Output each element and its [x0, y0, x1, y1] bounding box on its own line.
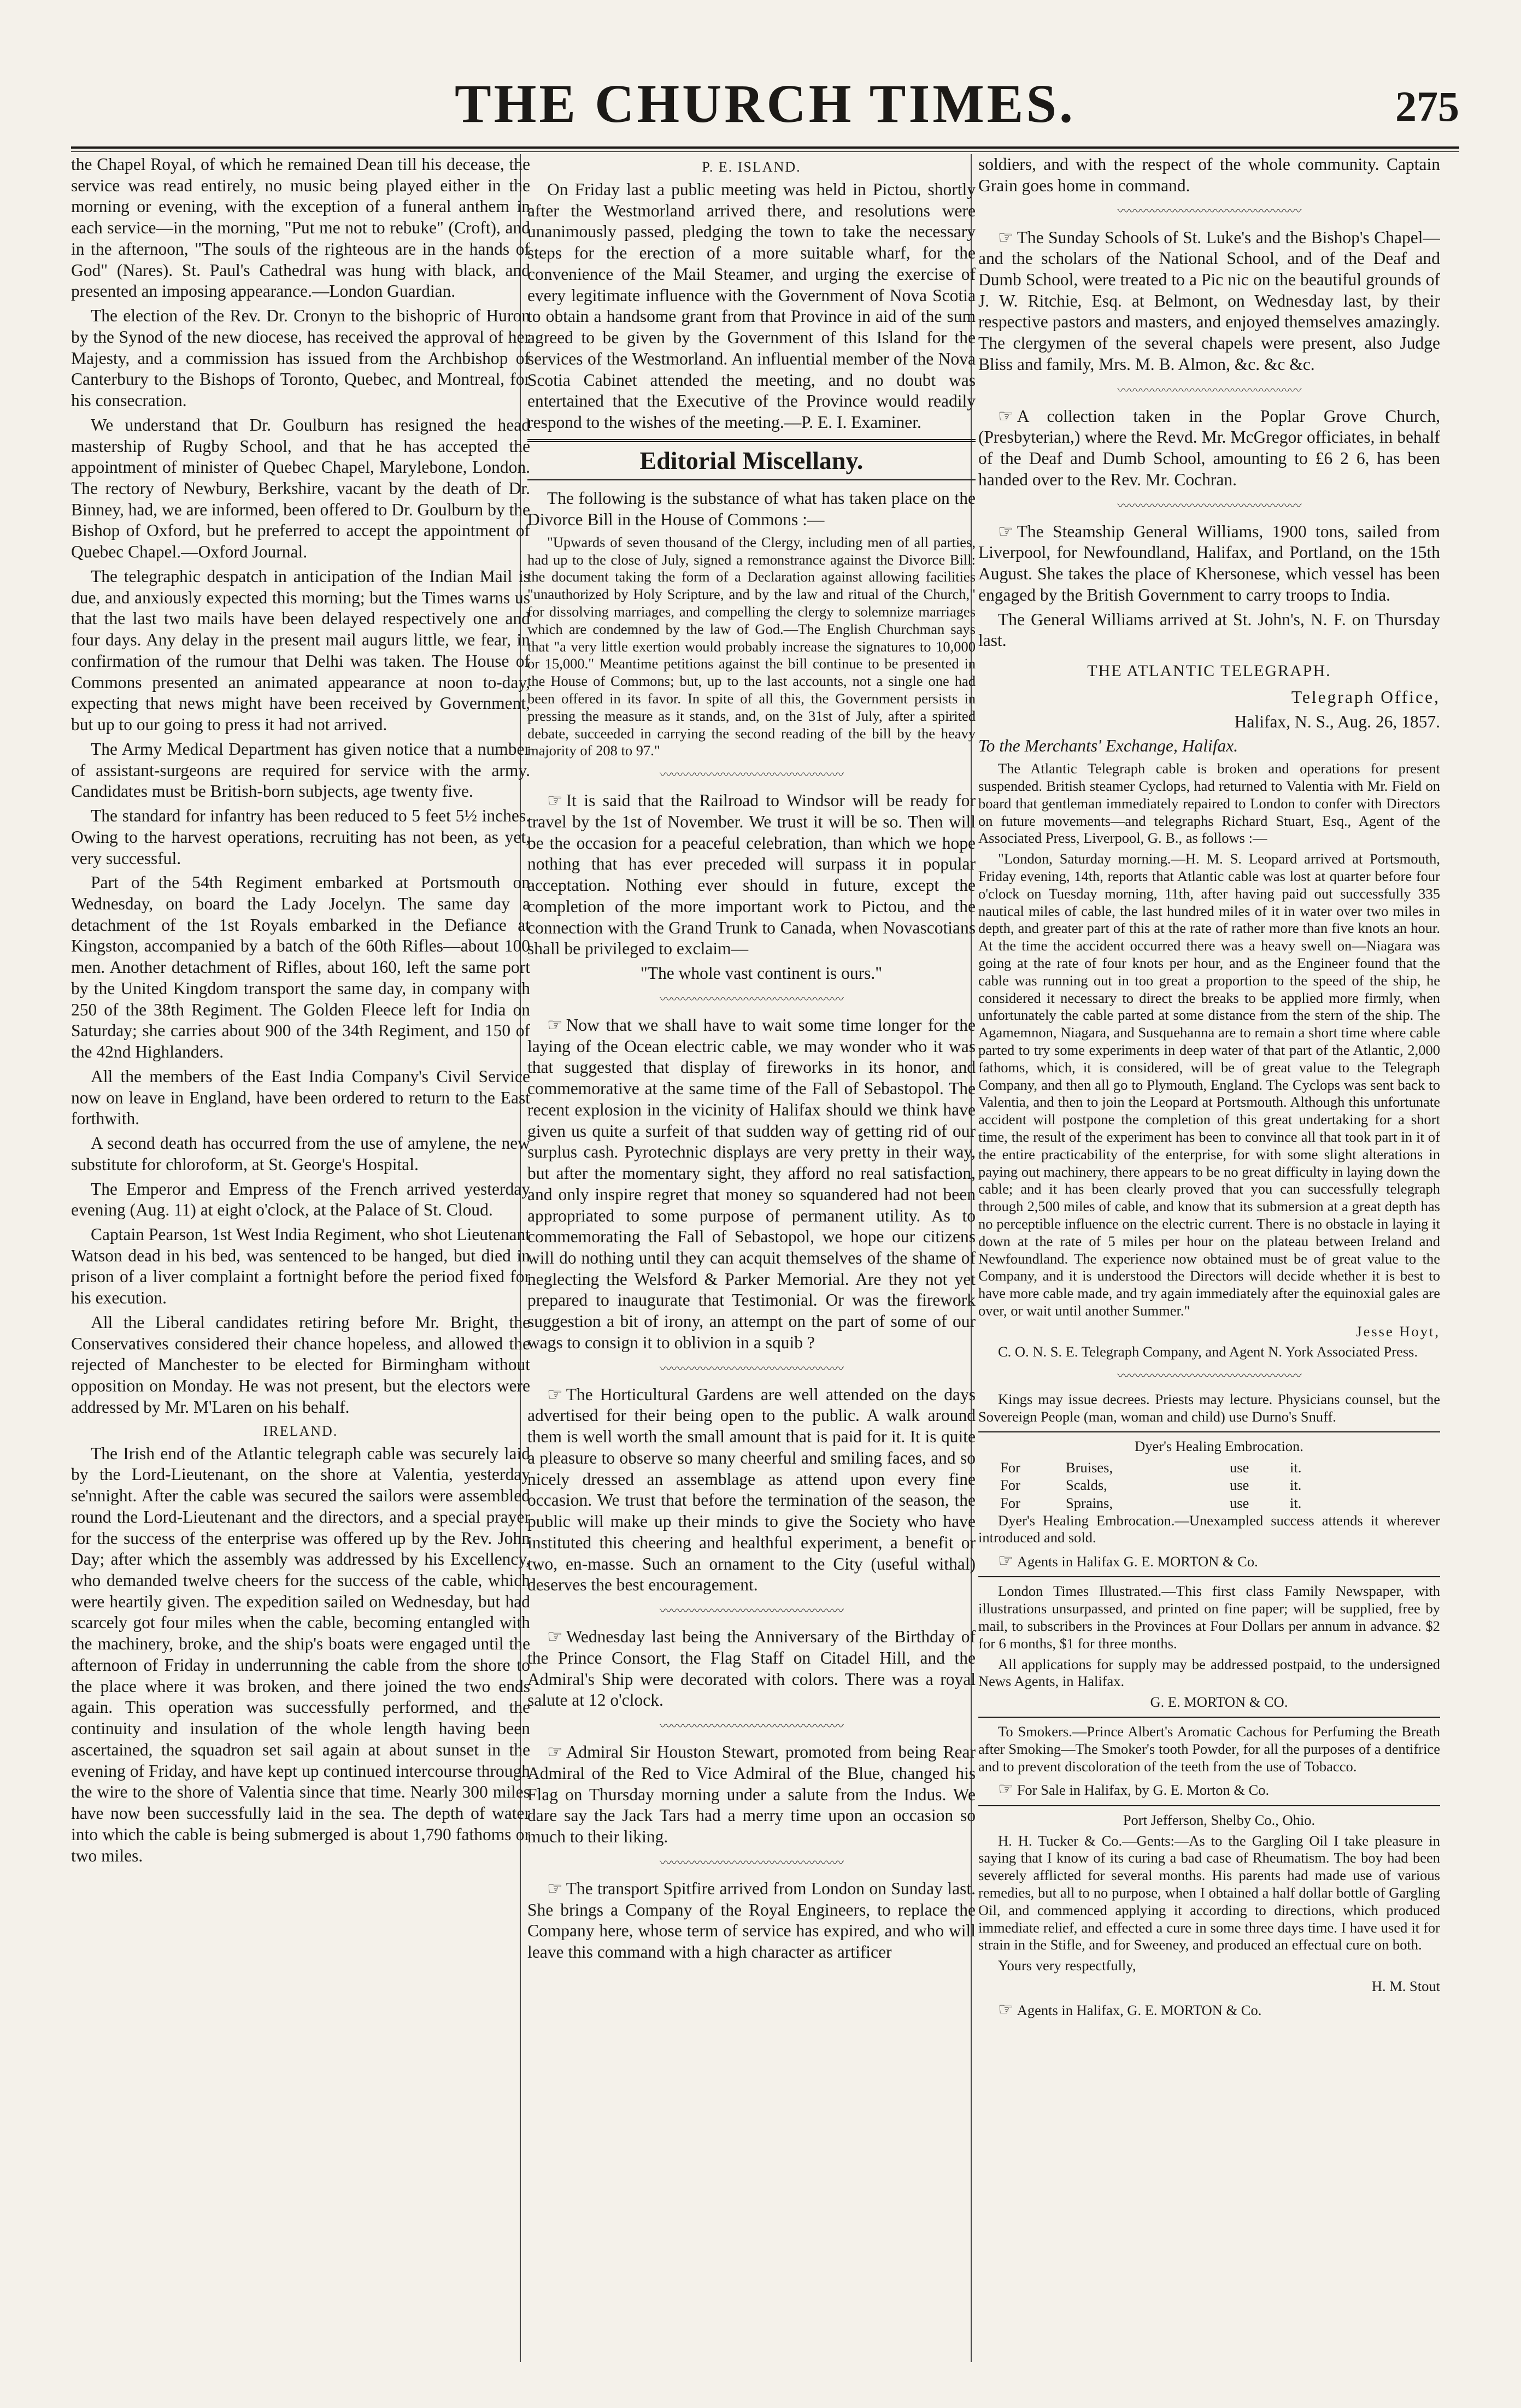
article-paragraph: We understand that Dr. Goulburn has resigned the head mastership of Rugby School, and that he has accepted the appointment of minister of Quebec Chapel, Marylebone, London. The rectory of Newbury, Berkshire, vacant by the death of Dr. Binney, had, we are informed, been offered to Dr. Goulburn by the Bishop of Oxford, but he preferred to accept the appointment of Quebec Chapel.—Oxford Journal. [71, 415, 530, 562]
wavy-divider: 〰〰〰〰〰〰〰〰〰〰〰〰〰〰〰〰 [659, 768, 843, 782]
article-paragraph: Captain Pearson, 1st West India Regiment, who shot Lieutenant Watson dead in his bed, was sentenced to be hanged, but died in prison of a liver complaint a fortnight before the period fixed for his execution. [71, 1224, 530, 1308]
dyer-use: use [1230, 1477, 1249, 1494]
article-paragraph [527, 1014, 976, 1354]
wavy-divider: 〰〰〰〰〰〰〰〰〰〰〰〰〰〰〰〰 [659, 1361, 843, 1376]
agents-line [978, 1550, 1440, 1571]
article-paragraph: Part of the 54th Regiment embarked at Portsmouth on Wednesday, on board the Lady Jocelyn. The same day a detachment of the 1st Royals embarked in the Defiance at Kingston, accompanied by a batch of the 60th Rifles—about 100 men. Another detachment of Rifles, about 160, left the same port by the United Kingdom transport the same day, in company with 250 of the 38th Regiment. The Golden Fleece left for India on Saturday; she carries about 900 of the 34th Regiment, and 150 of the 42nd Highlanders. [71, 873, 530, 1062]
addressee: To the Merchants' Exchange, Halifax. [978, 736, 1238, 756]
dyer-row [978, 1476, 1440, 1494]
paragraph-text: Admiral Sir Houston Stewart, promoted from being Rear Admiral of the Red to Vice Admiral of the Blue, changed his Flag on Thursday morning under a salute from the Indus. We dare say the Jack Tars had a merry time upon an occasion so much to their liking. [527, 1742, 976, 1846]
article-paragraph [978, 521, 1440, 606]
article-paragraph [978, 406, 1440, 491]
wavy-divider: 〰〰〰〰〰〰〰〰〰〰〰〰〰〰〰〰 [659, 992, 843, 1006]
article-paragraph [527, 1878, 976, 1963]
pointing-hand-icon: ☞ [547, 1626, 563, 1647]
wavy-divider: 〰〰〰〰〰〰〰〰〰〰〰〰〰〰〰〰 [1117, 1369, 1301, 1383]
paragraph-text: A collection taken in the Poplar Grove Church, (Presbyterian,) where the Revd. Mr. McGregor officiates, in behalf of the Deaf and Dumb School, amounting to £6 2 6, has been handed over to the Rev. Mr. Cochran. [978, 406, 1440, 489]
advertisement-gargling-oil: H. H. Tucker & Co.—Gents:—As to the Gargling Oil I take pleasure in saying that I know of its curing a bad case of Rheumatism. The boy had been severely afflicted for several months. His parents had made use of various remedies, but all to no purpose, when I obtained a half dollar bottle of Gargling Oil, and commenced applying it according to directions, which produced immediate relief, and effected a cure in some three days time. I have used it for strain in the Stifle, and for Sweeney, and produced an effectual cure on both. [978, 1832, 1440, 1953]
article-paragraph: All the members of the East India Company's Civil Service now on leave in England, have been ordered to return to the East forthwith. [71, 1066, 530, 1129]
agents-text: Agents in Halifax G. E. MORTON & Co. [1017, 1553, 1258, 1570]
article-paragraph: The General Williams arrived at St. John's, N. F. on Thursday last. [978, 609, 1440, 650]
article-paragraph: soldiers, and with the respect of the whole community. Captain Grain goes home in command. [978, 155, 1440, 195]
article-paragraph: On Friday last a public meeting was held in Pictou, shortly after the Westmorland arrived there, and resolutions were unanimously passed, pledging the town to take the necessary steps for the erection of a more suitable wharf, for the convenience of the Mail Steamer, and urging the exercise of every legitimate influence with the Government of Nova Scotia to obtain a handsome grant from that Province in aid of the sum agreed to be given by the Government of this Island for the services of the Westmorland. An influential member of the Nova Scotia Cabinet attended the meeting, and no doubt was entertained that the Executive of the Province would readily respond to the wishes of the meeting.—P. E. I. Examiner. [527, 179, 976, 432]
dyer-for: For [1000, 1477, 1020, 1494]
ad-divider [978, 1576, 1440, 1577]
paragraph-text: Now that we shall have to wait some time longer for the laying of the Ocean electric cable, we may wonder who it was that suggested that display of fireworks in its honor, and commemorative at the same time of the Fall of Sebastopol. The recent explosion in the vicinity of Halifax should we think have given us quite a surfeit of that sudden way of getting rid of our surplus cash. Pyrotechnic displays are very pretty in their way, but after the momentary sight, they afford no real satisfaction, and only inspire regret that money so squandered had not been appropriated to some purpose of permanent utility. As to commemorating the Fall of Sebastopol, we hope our citizens will do nothing until they can acquit themselves of the shame of neglecting the Welsford & Parker Memorial. Are they not yet prepared to inaugurate that Testimonial. Or was the firework suggestion a bit of irony, an attempt on the part of some of our wags to consign it to oblivion in a squib ? [527, 1015, 976, 1352]
article-paragraph: the Chapel Royal, of which he remained Dean till his decease, the service was read entirely, no music being played either in the morning or evening, with the exception of a funeral anthem in each service—in the morning, "Put me not to rebuke" (Croft), and in the afternoon, "The souls of the righteous are in the hands of God" (Nares). St. Paul's Cathedral was hung with black, and presented an imposing appearance.—London Guardian. [71, 155, 530, 301]
agents-text: Agents in Halifax, G. E. MORTON & Co. [1017, 2001, 1262, 2018]
article-paragraph: The Army Medical Department has given notice that a number of assistant-surgeons are required for service with the army. Candidates must be British-born subjects, age twenty five. [71, 739, 530, 801]
masthead [71, 66, 1459, 148]
agents-line [978, 1999, 1440, 2019]
dyer-for: For [1000, 1459, 1020, 1476]
dyer-item: Sprains, [1066, 1494, 1113, 1511]
paragraph-text: The Horticultural Gardens are well attended on the days advertised for their being open to the public. A walk around them is well worth the small amount that is paid for it. It is quite a pleasure to observe so many cheerful and smiling faces, and so nicely dressed an assemblage as attend upon every fine occasion. We trust that before the termination of the season, the public will make up their minds to give the Society who have instituted this cheering and healthful experiment, a benefit or two, en-masse. Such an ornament to the City (useful withal) deserves the best encouragement. [527, 1384, 976, 1595]
ad-divider [978, 1717, 1440, 1718]
pointing-hand-icon: ☞ [998, 227, 1014, 247]
ad-signature: G. E. MORTON & CO. [1150, 1694, 1288, 1711]
paragraph-text: The Steamship General Williams, 1900 tons, sailed from Liverpool, for Newfoundland, Halifax, and Portland, on the 15th August. She takes the place of Khersonese, which vessel has been engaged by the British Government to carry troops to India. [978, 521, 1440, 604]
pointing-hand-icon: ☞ [998, 1550, 1014, 1571]
article-paragraph [527, 1626, 976, 1711]
article-paragraph [527, 1384, 976, 1596]
article-paragraph [527, 790, 976, 960]
paragraph-text: It is said that the Railroad to Windsor will be ready for travel by the 1st of November. We trust it will be so. Then will be the occasion for a peaceful celebration, than which we hope nothing that has ever preceded will surpass it in popular acceptation. Nothing ever should in future, except the completion of the more important work to Pictou, and the connection with the Grand Trunk to Canada, when Novascotians shall be privileged to exclaim— [527, 791, 976, 959]
article-paragraph: The following is the substance of what has taken place on the Divorce Bill in the House of Commons :— [527, 489, 976, 530]
pointing-hand-icon: ☞ [547, 790, 563, 811]
paragraph-text: The transport Spitfire arrived from London on Sunday last. She brings a Company of the Royal Engineers, to replace the Company here, whose term of service has expired, and who will leave this command with a high character as artificer [527, 1878, 976, 1961]
dyer-it: it. [1290, 1494, 1302, 1511]
article-paragraph [978, 227, 1440, 375]
column-3 [978, 154, 1440, 2373]
masthead-rule [71, 146, 1459, 149]
sale-text: For Sale in Halifax, by G. E. Morton & Co. [1017, 1782, 1270, 1799]
dyer-row [978, 1459, 1440, 1477]
quoted-paragraph: "London, Saturday morning.—H. M. S. Leopard arrived at Portsmouth, Friday evening, 14th, reports that Atlantic cable was lost at quarter before four o'clock on Tuesday morning, 11th, after having paid out successfully 335 nautical miles of cable, the last hundred miles of it in water over two miles in depth, and greater part of this at the rate of rather more than five knots an hour. At the time the accident occurred there was a heavy swell on—Niagara was going at the rate of four knots per hour, and as the Engineer found that the cable was running out in too great a proportion to the speed of the ship, he considered it necessary to direct the breaks to be applied more firmly, when unfortunately the cable parted at some distance from the stern of the ship. The Agamemnon, Niagara, and Susquehanna are to remain a short time where cable parted to try some experiments in deep water of that part of the Atlantic, 2,000 fathoms, which, it is considered, will be of great value to the Telegraph Company, and then all go to Plymouth, England. The Cyclops was sent back to Valentia, and then to join the Leopard at Portsmouth. Although this unfortunate accident will postpone the completion of this great undertaking for a short time, the result of the experiment has been to convince all that took part in it of the entire practicability of the enterprise, for with some slight alterations in paying out machinery, there appears to be no great difficulty in laying down the cable; and it has been clearly proved that you can successfully telegraph through 2,500 miles of cable, and know that its submersion at a great depth has no perceptible influence on the electric current. There is no obstacle in laying it down at the rate of 5 miles per hour on the plateau between Ireland and Newfoundland. The experience now obtained must be of great value to the Company, and it is understood the Directors will decide whether it is best to have more cable made, and try again immediately after the equinoxial gales are over, or wait until another Summer." [978, 850, 1440, 1319]
section-heading-editorial-miscellany: Editorial Miscellany. [527, 439, 976, 481]
dyer-it: it. [1290, 1477, 1302, 1494]
pointing-hand-icon: ☞ [547, 1878, 563, 1898]
ad-divider [978, 1805, 1440, 1806]
signature-title: C. O. N. S. E. Telegraph Company, and Agent N. York Associated Press. [998, 1343, 1418, 1360]
wavy-divider: 〰〰〰〰〰〰〰〰〰〰〰〰〰〰〰〰 [659, 1604, 843, 1618]
pointing-hand-icon: ☞ [547, 1014, 563, 1035]
article-paragraph: A second death has occurred from the use of amylene, the new substitute for chloroform, at St. George's Hospital. [71, 1133, 530, 1174]
section-heading-pei: P. E. ISLAND. [702, 159, 801, 175]
dateline: Halifax, N. S., Aug. 26, 1857. [1234, 712, 1440, 731]
article-paragraph: The election of the Rev. Dr. Cronyn to the bishopric of Huron by the Synod of the new diocese, has received the approval of her Majesty, and a commission has issued from the Archbishop of Canterbury to the Bishops of Toronto, Quebec, and Montreal, for his consecration. [71, 306, 530, 410]
ad-title-dyers: Dyer's Healing Embrocation. [1135, 1437, 1303, 1454]
newspaper-title: THE CHURCH TIMES. [454, 73, 1076, 134]
wavy-divider: 〰〰〰〰〰〰〰〰〰〰〰〰〰〰〰〰 [659, 1855, 843, 1870]
pointing-hand-icon: ☞ [547, 1384, 563, 1404]
advertisement-smokers: To Smokers.—Prince Albert's Aromatic Cachous for Perfuming the Breath after Smoking—The Smoker's tooth Powder, for all the purposes of a dentifrice and to prevent discoloration of the teeth from the use of Tobacco. [978, 1723, 1440, 1775]
article-paragraph: The Emperor and Empress of the French arrived yesterday evening (Aug. 11) at eight o'clock, at the Palace of St. Cloud. [71, 1179, 530, 1220]
pointing-hand-icon: ☞ [998, 521, 1014, 541]
dyer-use: use [1230, 1494, 1249, 1511]
telegraph-office: Telegraph Office, [1291, 687, 1440, 707]
dyer-item: Scalds, [1066, 1477, 1107, 1494]
paragraph-text: Wednesday last being the Anniversary of the Birthday of the Prince Consort, the Flag Staff on Citadel Hill, and the Admiral's Ship were decorated with colors. There was a royal salute at 12 o'clock. [527, 1627, 976, 1710]
pointing-hand-icon: ☞ [998, 1779, 1014, 1799]
dyer-for: For [1000, 1494, 1020, 1511]
pointing-hand-icon: ☞ [547, 1742, 563, 1762]
dyer-row [978, 1494, 1440, 1512]
dyer-item: Bruises, [1066, 1459, 1113, 1476]
wavy-divider: 〰〰〰〰〰〰〰〰〰〰〰〰〰〰〰〰 [1117, 383, 1301, 397]
advertisement-snuff: Kings may issue decrees. Priests may lecture. Physicians counsel, but the Sovereign People (man, woman and child) use Durno's Snuff. [978, 1391, 1440, 1425]
dyer-it: it. [1290, 1459, 1302, 1476]
article-paragraph: The Irish end of the Atlantic telegraph cable was securely laid by the Lord-Lieutenant, on the shore at Valentia, yesterday se'nnight. After the cable was secured the sailors were assembled round the Lord-Lieutenant and the directors, and a special prayer for the success of the enterprise was offered up by the Rev. John Day; after which the assembly was addressed by his Excellency, who demanded twelve cheers for the success of the cable, which were heartily given. The expedition sailed on Wednesday, but had scarcely got four miles when the cable, becoming entangled with the machinery, broke, and the ship's boats were engaged until the afternoon of Friday in underrunning the cable from the shore to the place where it was broken, and there joined the two ends again. This operation was successfully performed, and the continuity and insulation of the whole length having been ascertained, the squadron set sail again at about sunset in the evening of Friday, and have kept up continued intercourse through the wire to the shore of Valentia since that time. Nearly 300 miles have now been successfully laid in the sea. The depth of water into which the cable is being submerged is about 1,790 fathoms or two miles. [71, 1443, 530, 1865]
masthead-rule-thin [71, 151, 1459, 152]
signature-name: Jesse Hoyt, [1356, 1323, 1440, 1340]
page-number: 275 [1395, 83, 1459, 130]
wavy-divider: 〰〰〰〰〰〰〰〰〰〰〰〰〰〰〰〰 [1117, 498, 1301, 513]
article-paragraph: All the Liberal candidates retiring before Mr. Bright, the Conservatives considered their chance hopeless, and allowed the rejected of Manchester to be elected for Birmingham without opposition on Monday. He was not present, but the electors were addressed by Mr. M'Laren on his behalf. [71, 1312, 530, 1417]
quoted-paragraph: "Upwards of seven thousand of the Clergy, including men of all parties, had up to the close of July, signed a remonstrance against the Divorce Bill: the document taking the form of a Declaration against allowing facilities "unauthorized by Holy Scripture, and by the law and ritual of the Church," for dissolving marriages, and compelling the clergy to solemnize marriages which are condemned by the law of God.—The English Churchman says that "a very little exertion would probably increase the signatures to 10,000 or 15,000." Meantime petitions against the bill continue to be presented in the House of Commons; but, up to the last accounts, not a single one had been offered in its favor. In spite of all this, the Government persists in pressing the measure as it stands, and, on the 31st of July, after a spirited debate, succeeded in carrying the second reading of the bill by the heavy majority of 208 to 97." [527, 533, 976, 759]
column-1 [71, 154, 530, 2373]
ad-signature: H. M. Stout [1371, 1978, 1440, 1995]
pointing-hand-icon: ☞ [998, 1999, 1014, 2019]
column-2 [527, 154, 976, 2373]
article-paragraph [527, 1741, 976, 1848]
article-paragraph: The standard for infantry has been reduced to 5 feet 5½ inches. Owing to the harvest operations, recruiting has not been, as yet, very successful. [71, 806, 530, 868]
wavy-divider: 〰〰〰〰〰〰〰〰〰〰〰〰〰〰〰〰 [659, 1719, 843, 1734]
paragraph-text: The Sunday Schools of St. Luke's and the Bishop's Chapel—and the scholars of the National School, and of the Deaf and Dumb School, were treated to a Pic nic on the beautiful grounds of J. W. Ritchie, Esq. at Belmont, on Wednesday last, by their respective pastors and masters, and enjoyed themselves amazingly. The clergymen of the several chapels were present, also Judge Bliss and family, Mrs. M. B. Almon, &c. &c &c. [978, 227, 1440, 374]
advertisement-dyers: Dyer's Healing Embrocation.—Unexampled success attends it wherever introduced and sold. [978, 1512, 1440, 1546]
ad-heading-port-jefferson: Port Jefferson, Shelby Co., Ohio. [1123, 1811, 1316, 1828]
article-paragraph: The telegraphic despatch in anticipation of the Indian Mail is due, and anxiously expected this morning; but the Times warns us that the last two mails have been delayed respectively one and four days. Any delay in the present mail augurs little, we fear, in confirmation of the rumour that Delhi was taken. The House of Commons presented an animated appearance at noon to-day, expecting that news might have been received by Government, but up to our going to press it had not arrived. [71, 566, 530, 735]
wavy-divider: 〰〰〰〰〰〰〰〰〰〰〰〰〰〰〰〰 [1117, 204, 1301, 219]
advertisement-london-times-2: All applications for supply may be addressed postpaid, to the undersigned News Agents, in Halifax. [978, 1655, 1440, 1690]
ad-closing: Yours very respectfully, [998, 1957, 1136, 1974]
quote-line: "The whole vast continent is ours." [640, 964, 883, 983]
article-paragraph: The Atlantic Telegraph cable is broken and operations for present suspended. British steamer Cyclops, had returned to Valentia with Mr. Field on board that gentleman immediately repaired to London to confer with Directors on future movements—and telegraphs Richard Stuart, Esq., Agent of the Associated Press, Liverpool, G. B., as follows :— [978, 760, 1440, 847]
dyer-use: use [1230, 1459, 1249, 1476]
advertisement-london-times: London Times Illustrated.—This first class Family Newspaper, with illustrations unsurpassed, and printed on fine paper; will be supplied, free by mail, to subscribers in the Provinces at Four Dollars per annum in advance. $2 for 6 months, $1 for three months. [978, 1583, 1440, 1652]
ad-sale-line [978, 1778, 1440, 1799]
section-heading-ireland: IRELAND. [263, 1423, 338, 1439]
section-heading-atlantic-telegraph: THE ATLANTIC TELEGRAPH. [1087, 662, 1331, 680]
pointing-hand-icon: ☞ [998, 406, 1014, 426]
ad-divider [978, 1431, 1440, 1432]
